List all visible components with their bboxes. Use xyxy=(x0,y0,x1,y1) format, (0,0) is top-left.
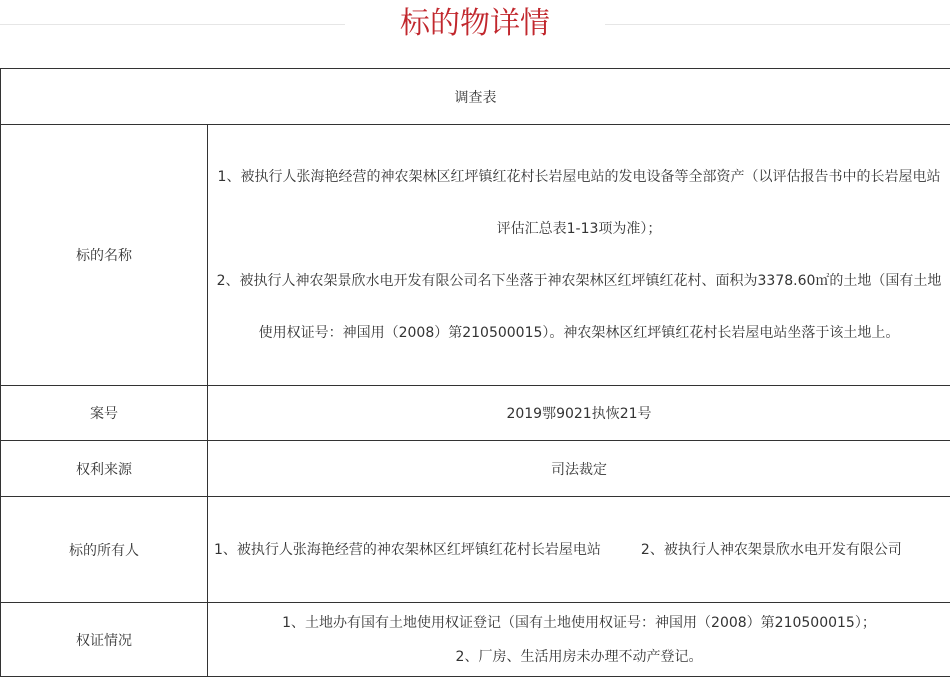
title-bar xyxy=(0,0,950,50)
certificate-item-1: 1、土地办有国有土地使用权证登记（国有土地使用权证号：神国用（2008）第210500015）； xyxy=(282,614,876,631)
owner-item-2: 2、被执行人神农架景欣水电开发有限公司 xyxy=(640,541,902,558)
subject-name-item-2: 2、被执行人神农架景欣水电开发有限公司名下坐落于神农架林区红坪镇红花村、面积为3378.60㎡的土地（国有土地使用权证号：神国用（2008）第210500015）。神农架林区红坪镇红花村长岩屋电站坐落于该土地上。 xyxy=(216,273,942,341)
label-owner: 标的所有人 xyxy=(1,497,208,603)
row-rights-source xyxy=(1,441,950,497)
owner-item-1: 1、被执行人张海艳经营的神农架林区红坪镇红花村长岩屋电站 xyxy=(214,541,601,558)
value-certificate-status xyxy=(208,603,950,677)
certificate-item-2: 2、厂房、生活用房未办理不动产登记。 xyxy=(455,648,703,665)
label-rights-source: 权利来源 xyxy=(1,441,208,497)
label-case-number: 案号 xyxy=(1,386,208,441)
value-subject-name xyxy=(208,125,950,386)
table-header: 调查表 xyxy=(1,69,950,125)
survey-table xyxy=(0,68,950,677)
value-rights-source: 司法裁定 xyxy=(208,441,950,497)
label-certificate-status: 权证情况 xyxy=(1,603,208,677)
value-case-number: 2019鄂9021执恢21号 xyxy=(208,386,950,441)
label-subject-name: 标的名称 xyxy=(1,125,208,386)
row-owner xyxy=(1,497,950,603)
row-subject-name xyxy=(1,125,950,386)
subject-name-item-1: 1、被执行人张海艳经营的神农架林区红坪镇红花村长岩屋电站的发电设备等全部资产（以评估报告书中的长岩屋电站评估汇总表1-13项为准）； xyxy=(217,169,941,237)
owner-text xyxy=(214,524,944,576)
table-header-row xyxy=(1,69,950,125)
row-case-number xyxy=(1,386,950,441)
title-divider-right xyxy=(605,24,950,25)
page-title: 标的物详情 xyxy=(400,6,550,41)
row-certificate-status xyxy=(1,603,950,677)
value-owner xyxy=(208,497,950,603)
